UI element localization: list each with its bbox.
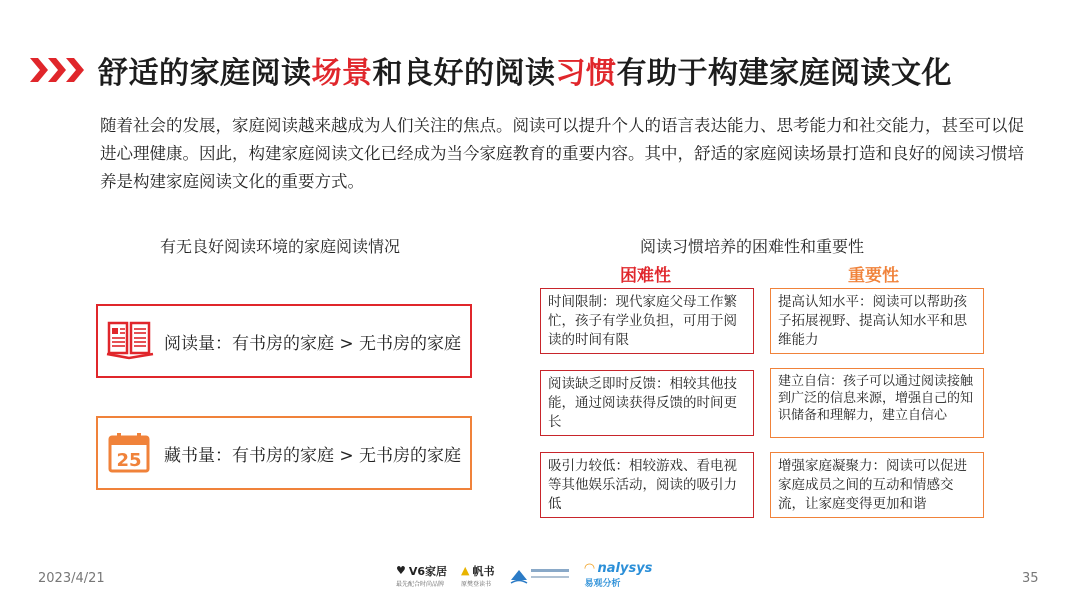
v6-heart-icon: ♥: [396, 564, 406, 577]
page-title: [98, 48, 952, 92]
left-section-title: 有无良好阅读环境的家庭阅读情况: [160, 237, 401, 256]
calendar-25-icon: [106, 432, 154, 474]
title-chevrons-icon: [30, 58, 86, 82]
intro-paragraph: 随着社会的发展，家庭阅读越来越成为人们关注的焦点。阅读可以提升个人的语言表达能力、思考能力和社交能力，甚至可以促进心理健康。因此，构建家庭阅读文化已经成为当今家庭教育的重要内容。其中，舒适的家庭阅读场景打造和良好的阅读习惯培养是构建家庭阅读文化的重要方式。: [100, 116, 1024, 191]
reading-volume-text: 阅读量：有书房的家庭 > 无书房的家庭: [164, 333, 462, 354]
footer-date: 2023/4/21: [38, 571, 105, 586]
book-collection-box: [96, 416, 472, 490]
difficulty-header: 困难性: [620, 266, 671, 286]
title-part: 和良好的阅读: [372, 56, 556, 91]
title-part: 有助于构建家庭阅读文化: [616, 56, 952, 91]
footer-logos: [396, 561, 652, 589]
logo-analysys: ◠ nalysys 易观分析: [584, 561, 653, 589]
title-highlight-habit: 习惯: [555, 56, 617, 91]
page-number: 35: [1022, 571, 1039, 586]
svg-text:25: 25: [116, 450, 142, 471]
institution-wave-icon: [509, 564, 571, 586]
difficulty-item-attraction: 吸引力较低：相较游戏、看电视等其他娱乐活动，阅读的吸引力低: [540, 452, 754, 518]
importance-item-confidence: 建立自信：孩子可以通过阅读接触到广泛的信息来源，增强自己的知识储备和理解力，建立自信心: [770, 368, 984, 438]
title-part: 舒适的家庭阅读: [98, 56, 312, 91]
importance-item-cognition: 提高认知水平：阅读可以帮助孩子拓展视野、提高认知水平和思维能力: [770, 288, 984, 354]
difficulty-item-feedback: 阅读缺乏即时反馈：相较其他技能，通过阅读获得反馈的时间更长: [540, 370, 754, 436]
logo-fanshu: ▲ 帆书 原樊登读书: [461, 564, 495, 588]
book-collection-text: 藏书量：有书房的家庭 > 无书房的家庭: [164, 445, 462, 466]
importance-header: 重要性: [848, 266, 899, 286]
difficulty-item-time: 时间限制：现代家庭父母工作繁忙，孩子有学业负担，可用于阅读的时间有限: [540, 288, 754, 354]
title-highlight-scene: 场景: [311, 56, 373, 91]
importance-item-cohesion: 增强家庭凝聚力：阅读可以促进家庭成员之间的互动和情感交流，让家庭变得更加和谐: [770, 452, 984, 518]
reading-volume-box: [96, 304, 472, 378]
logo-v6: ♥ V6家居 最先配合时尚品牌: [396, 564, 448, 588]
book-icon: [106, 320, 154, 362]
logo-institution: [509, 564, 571, 586]
analysys-swirl-icon: ◠: [584, 561, 595, 576]
right-section-title: 阅读习惯培养的困难性和重要性: [640, 237, 865, 256]
fanshu-sail-icon: ▲: [461, 564, 470, 577]
